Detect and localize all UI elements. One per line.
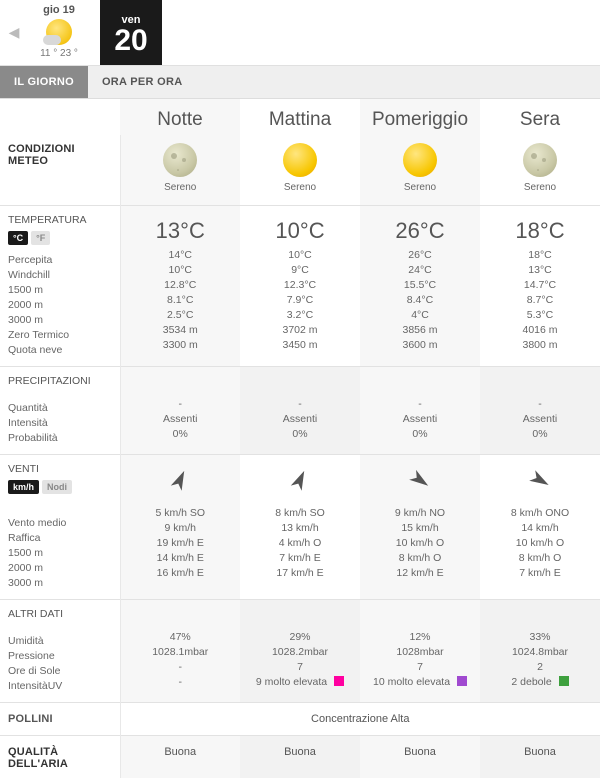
wind-unit-toggle <box>8 480 112 494</box>
precip-probabilita: 0% <box>244 427 356 442</box>
view-tabs <box>0 66 600 99</box>
wind-raffica: 13 km/h <box>244 521 356 536</box>
precip-probabilita: 0% <box>125 427 237 442</box>
condition-cell-sera <box>480 135 600 206</box>
uv-level-color-swatch <box>334 676 344 686</box>
wind-vento-medio: 9 km/h NO <box>364 506 476 521</box>
wind-label-3000m: 3000 m <box>8 576 112 591</box>
wind-vento-medio: 8 km/h ONO <box>484 506 596 521</box>
wind-cell-pomeriggio <box>360 455 480 600</box>
wind-2000m: 7 km/h E <box>244 551 356 566</box>
day-label: gio 19 <box>43 4 75 16</box>
precip-quantita: - <box>244 397 356 412</box>
day-number: 20 <box>114 26 147 56</box>
temp-windchill: 10°C <box>125 263 237 278</box>
unit-fahrenheit-button[interactable]: °F <box>31 231 50 245</box>
wind-raffica: 14 km/h <box>484 521 596 536</box>
other-cell-notte <box>120 600 240 703</box>
wind-3000m: 17 km/h E <box>244 566 356 581</box>
wind-direction-arrow-icon <box>287 467 313 493</box>
pollen-value: Concentrazione Alta <box>120 703 600 736</box>
row-wind <box>0 455 600 600</box>
row-air-quality <box>0 736 600 778</box>
temp-3000m: 3.2°C <box>244 308 356 323</box>
temp-2000m: 8.4°C <box>364 293 476 308</box>
wind-1500m: 10 km/h O <box>364 536 476 551</box>
sun-icon <box>403 143 437 177</box>
wind-2000m: 8 km/h O <box>364 551 476 566</box>
temp-quota-neve: 3450 m <box>244 338 356 353</box>
wind-cell-notte <box>120 455 240 600</box>
wind-cell-mattina <box>240 455 360 600</box>
tab-il-giorno[interactable] <box>0 66 88 98</box>
temp-zero-termico: 3534 m <box>125 323 237 338</box>
temp-label-windchill: Windchill <box>8 268 112 283</box>
temp-1500m: 12.8°C <box>125 278 237 293</box>
tab-ora-per-ora[interactable] <box>88 66 197 98</box>
wind-label-2000m: 2000 m <box>8 561 112 576</box>
day-temps: 11 ° 23 ° <box>40 48 78 59</box>
other-umidita: 12% <box>364 630 476 645</box>
precip-probabilita: 0% <box>484 427 596 442</box>
temp-3000m: 2.5°C <box>125 308 237 323</box>
section-precipitation <box>0 367 120 455</box>
temperature-cell-pomeriggio <box>360 206 480 367</box>
wind-cell-sera <box>480 455 600 600</box>
temperature-values <box>484 248 596 353</box>
precipitation-cell-sera <box>480 367 600 455</box>
unit-knots-button[interactable]: Nodi <box>42 480 72 494</box>
row-precipitation <box>0 367 600 455</box>
temp-2000m: 8.7°C <box>484 293 596 308</box>
temp-quota-neve: 3600 m <box>364 338 476 353</box>
section-label-air-quality: QUALITÀ DELL'ARIA <box>0 736 120 778</box>
air-quality-notte: Buona <box>120 736 240 778</box>
precip-label-probabilita: Probabilità <box>8 431 112 446</box>
other-label-pressione: Pressione <box>8 649 112 664</box>
wind-direction-arrow-icon <box>527 467 553 493</box>
other-pressione: 1028.2mbar <box>244 645 356 660</box>
temp-zero-termico: 4016 m <box>484 323 596 338</box>
tab-label: IL GIORNO <box>14 76 74 88</box>
wind-row-labels <box>8 516 112 591</box>
temperature-row-labels <box>8 253 112 358</box>
wind-3000m: 16 km/h E <box>125 566 237 581</box>
unit-kmh-button[interactable]: km/h <box>8 480 39 494</box>
wind-vento-medio: 5 km/h SO <box>125 506 237 521</box>
temp-zero-termico: 3856 m <box>364 323 476 338</box>
precipitation-cell-notte <box>120 367 240 455</box>
other-pressione: 1028.1mbar <box>125 645 237 660</box>
other-label-ore-di-sole: Ore di Sole <box>8 664 112 679</box>
other-umidita: 33% <box>484 630 596 645</box>
temperature-main: 13°C <box>125 212 237 248</box>
section-label-other-data: ALTRI DATI <box>8 608 112 620</box>
wind-2000m: 14 km/h E <box>125 551 237 566</box>
other-pressione: 1024.8mbar <box>484 645 596 660</box>
precip-quantita: - <box>484 397 596 412</box>
wind-label-raffica: Raffica <box>8 531 112 546</box>
condition-cell-notte <box>120 135 240 206</box>
section-label-conditions: CONDIZIONI METEO <box>0 135 120 206</box>
temp-quota-neve: 3300 m <box>125 338 237 353</box>
other-cell-mattina <box>240 600 360 703</box>
temperature-main: 18°C <box>484 212 596 248</box>
temp-label-percepita: Percepita <box>8 253 112 268</box>
other-intensita-uv: - <box>125 675 237 690</box>
row-conditions <box>0 135 600 206</box>
other-label-intensita-uv: IntensitàUV <box>8 679 112 694</box>
precipitation-cell-pomeriggio <box>360 367 480 455</box>
temperature-cell-notte <box>120 206 240 367</box>
temp-percepita: 14°C <box>125 248 237 263</box>
wind-direction-arrow-icon <box>167 467 193 493</box>
row-other-data <box>0 600 600 703</box>
other-umidita: 47% <box>125 630 237 645</box>
temperature-values <box>125 248 237 353</box>
uv-level-color-swatch <box>457 676 467 686</box>
wind-3000m: 12 km/h E <box>364 566 476 581</box>
column-header-sera: Sera <box>480 99 600 135</box>
temp-2000m: 7.9°C <box>244 293 356 308</box>
temp-label-3000m: 3000 m <box>8 313 112 328</box>
temp-windchill: 9°C <box>244 263 356 278</box>
temp-percepita: 10°C <box>244 248 356 263</box>
temp-percepita: 26°C <box>364 248 476 263</box>
condition-cell-mattina <box>240 135 360 206</box>
section-label-wind: VENTI <box>8 463 112 475</box>
other-intensita-uv: 9 molto elevata <box>256 676 327 688</box>
temp-3000m: 4°C <box>364 308 476 323</box>
condition-desc: Sereno <box>364 182 476 199</box>
temp-windchill: 13°C <box>484 263 596 278</box>
temp-label-quota-neve: Quota neve <box>8 343 112 358</box>
precip-intensita: Assenti <box>364 412 476 427</box>
section-other-data <box>0 600 120 703</box>
section-temperature <box>0 206 120 367</box>
condition-cell-pomeriggio <box>360 135 480 206</box>
wind-1500m: 19 km/h E <box>125 536 237 551</box>
column-header-notte: Notte <box>120 99 240 135</box>
wind-direction-arrow-icon <box>407 467 433 493</box>
precip-probabilita: 0% <box>364 427 476 442</box>
section-wind <box>0 455 120 600</box>
other-cell-sera <box>480 600 600 703</box>
temp-label-2000m: 2000 m <box>8 298 112 313</box>
air-quality-mattina: Buona <box>240 736 360 778</box>
wind-raffica: 15 km/h <box>364 521 476 536</box>
other-label-umidita: Umidità <box>8 634 112 649</box>
forecast-table <box>0 99 600 778</box>
precipitation-cell-mattina <box>240 367 360 455</box>
wind-1500m: 4 km/h O <box>244 536 356 551</box>
condition-desc: Sereno <box>244 182 356 199</box>
sun-cloud-icon <box>46 19 72 45</box>
air-quality-pomeriggio: Buona <box>360 736 480 778</box>
other-ore-di-sole: - <box>125 660 237 675</box>
wind-2000m: 8 km/h O <box>484 551 596 566</box>
section-label-pollen: POLLINI <box>0 703 120 736</box>
column-header-mattina: Mattina <box>240 99 360 135</box>
other-umidita: 29% <box>244 630 356 645</box>
temperature-main: 26°C <box>364 212 476 248</box>
precip-label-intensita: Intensità <box>8 416 112 431</box>
moon-icon <box>523 143 557 177</box>
temp-3000m: 5.3°C <box>484 308 596 323</box>
wind-1500m: 10 km/h O <box>484 536 596 551</box>
temperature-cell-sera <box>480 206 600 367</box>
other-cell-pomeriggio <box>360 600 480 703</box>
other-ore-di-sole: 7 <box>244 660 356 675</box>
temperature-unit-toggle <box>8 231 112 245</box>
precip-intensita: Assenti <box>244 412 356 427</box>
unit-celsius-button[interactable]: °C <box>8 231 28 245</box>
column-header-pomeriggio: Pomeriggio <box>360 99 480 135</box>
day-item-friday-selected[interactable] <box>100 0 162 65</box>
other-intensita-uv: 2 debole <box>511 676 551 688</box>
condition-desc: Sereno <box>484 182 596 199</box>
temp-1500m: 12.3°C <box>244 278 356 293</box>
uv-level-color-swatch <box>559 676 569 686</box>
moon-icon <box>163 143 197 177</box>
other-pressione: 1028mbar <box>364 645 476 660</box>
tab-label: ORA PER ORA <box>102 76 183 88</box>
temperature-main: 10°C <box>244 212 356 248</box>
previous-day-arrow-glyph: ◀ <box>9 24 20 41</box>
condition-desc: Sereno <box>125 182 237 199</box>
temp-label-1500m: 1500 m <box>8 283 112 298</box>
temp-quota-neve: 3800 m <box>484 338 596 353</box>
wind-label-1500m: 1500 m <box>8 546 112 561</box>
wind-label-vento-medio: Vento medio <box>8 516 112 531</box>
day-label: ven <box>122 14 141 26</box>
day-strip <box>0 0 600 66</box>
temp-1500m: 15.5°C <box>364 278 476 293</box>
other-intensita-uv: 10 molto elevata <box>373 676 450 688</box>
precip-quantita: - <box>125 397 237 412</box>
sun-icon <box>283 143 317 177</box>
precip-label-quantita: Quantità <box>8 401 112 416</box>
air-quality-sera: Buona <box>480 736 600 778</box>
temp-1500m: 14.7°C <box>484 278 596 293</box>
section-label-temperature: TEMPERATURA <box>8 214 112 226</box>
wind-vento-medio: 8 km/h SO <box>244 506 356 521</box>
temperature-cell-mattina <box>240 206 360 367</box>
temp-label-zero-termico: Zero Termico <box>8 328 112 343</box>
precip-quantita: - <box>364 397 476 412</box>
section-label-precipitation: PRECIPITAZIONI <box>8 375 112 387</box>
other-ore-di-sole: 7 <box>364 660 476 675</box>
temperature-values <box>364 248 476 353</box>
temperature-values <box>244 248 356 353</box>
wind-3000m: 7 km/h E <box>484 566 596 581</box>
precipitation-row-labels <box>8 401 112 446</box>
row-pollen <box>0 703 600 736</box>
temp-percepita: 18°C <box>484 248 596 263</box>
precip-intensita: Assenti <box>125 412 237 427</box>
precip-intensita: Assenti <box>484 412 596 427</box>
row-temperature <box>0 206 600 367</box>
previous-day-arrow-icon[interactable] <box>0 0 28 65</box>
table-header-row <box>0 99 600 135</box>
temp-2000m: 8.1°C <box>125 293 237 308</box>
temp-windchill: 24°C <box>364 263 476 278</box>
header-spacer <box>0 99 120 135</box>
temp-zero-termico: 3702 m <box>244 323 356 338</box>
other-ore-di-sole: 2 <box>484 660 596 675</box>
day-item-thursday[interactable] <box>28 0 90 65</box>
wind-raffica: 9 km/h <box>125 521 237 536</box>
other-row-labels <box>8 634 112 694</box>
